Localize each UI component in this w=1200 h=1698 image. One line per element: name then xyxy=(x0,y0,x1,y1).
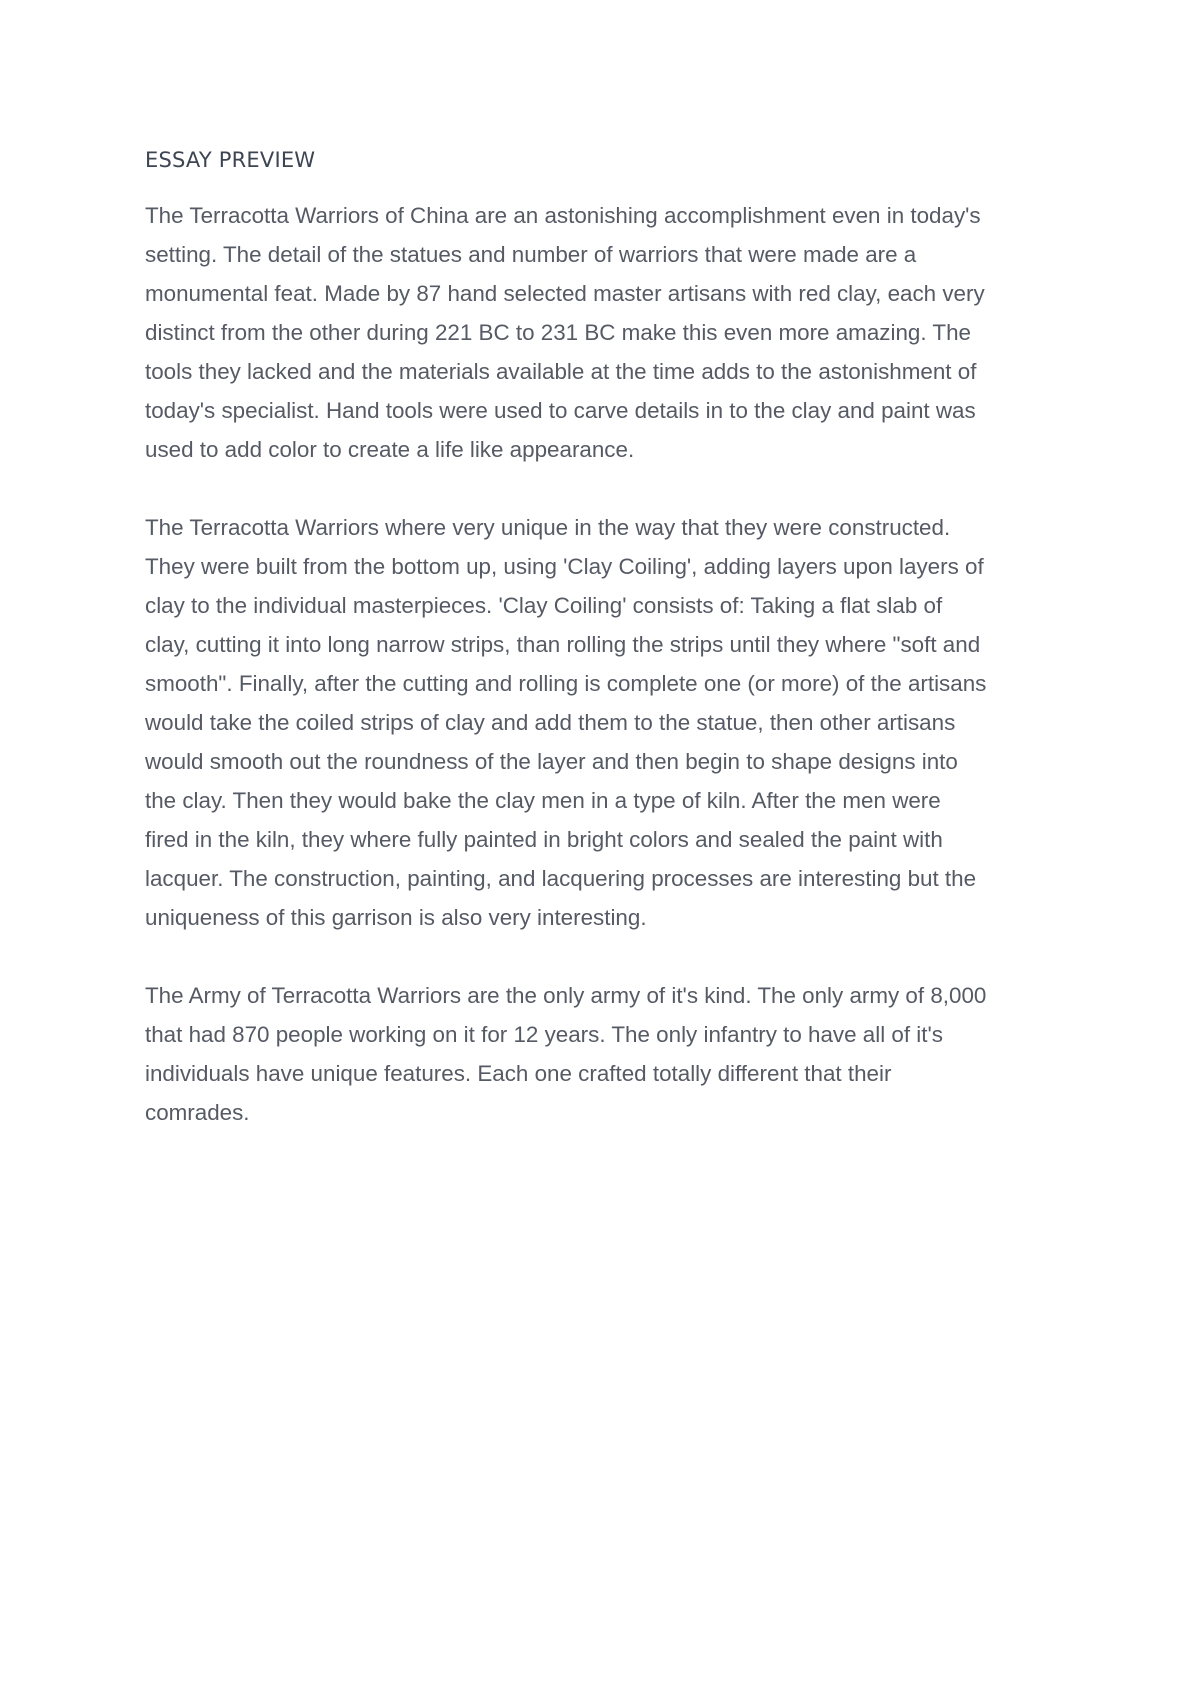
essay-paragraph-2: The Terracotta Warriors where very unique in the way that they were constructed. They were built from the bottom up, using 'Clay Coiling', adding layers upon layers of clay to the individual masterpieces. 'Clay Coiling' consists of: Taking a flat slab of clay, cutting it into long narrow strips, than rolling the strips until they where "soft and smooth". Finally, after the cutting and rolling is complete one (or more) of the artisans would take the coiled strips of clay and add them to the statue, then other artisans would smooth out the roundness of the layer and then begin to shape designs into the clay. Then they would bake the clay men in a type of kiln. After the men were fired in the kiln, they where fully painted in bright colors and sealed the paint with lacquer. The construction, painting, and lacquering processes are interesting but the uniqueness of this garrison is also very interesting. xyxy=(145,515,987,930)
essay-paragraph-1: The Terracotta Warriors of China are an astonishing accomplishment even in today's setting. The detail of the statues and number of warriors that were made are a monumental feat. Made by 87 hand selected master artisans with red clay, each very distinct from the other during 221 BC to 231 BC make this even more amazing. The tools they lacked and the materials available at the time adds to the astonishment of today's specialist. Hand tools were used to carve details in to the clay and paint was used to add color to create a life like appearance. xyxy=(145,203,985,462)
essay-paragraph-3: The Army of Terracotta Warriors are the only army of it's kind. The only army of 8,000 that had 870 people working on it for 12 years. The only infantry to have all of it's individuals have unique features. Each one crafted totally different that their comrades. xyxy=(145,983,987,1125)
essay-title: ESSAY PREVIEW xyxy=(145,148,316,172)
essay-page xyxy=(145,146,1075,1132)
